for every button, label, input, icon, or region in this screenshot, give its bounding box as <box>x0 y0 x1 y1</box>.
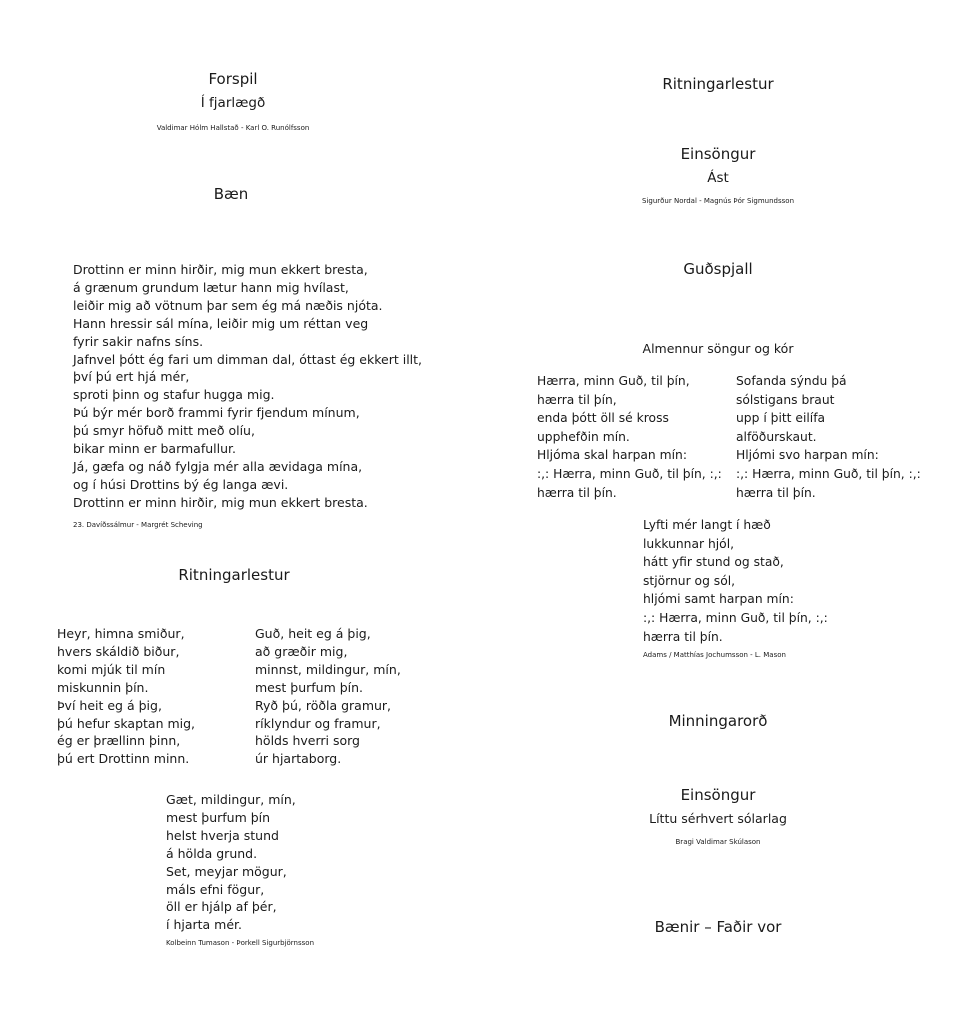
hymn-line: hölds hverri sorg <box>255 733 360 749</box>
hymn-line: Guð, heit eg á þig, <box>255 626 371 641</box>
hymn-line: komi mjúk til mín <box>57 661 166 677</box>
psalm-line: á grænum grundum lætur hann mig hvílast, <box>73 279 349 295</box>
hymn-line: ríklyndur og framur, <box>255 715 381 731</box>
psalm-line: fyrir sakir nafns síns. <box>73 333 204 349</box>
song-line: :,: Hærra, minn Guð, til þín, :,: <box>537 466 722 481</box>
memorial-heading: Minningarorð <box>668 712 768 730</box>
song-line: alföðurskaut. <box>736 429 817 444</box>
song-line: sólstigans braut <box>736 392 835 407</box>
reading-heading-right: Ritningarlestur <box>662 75 774 93</box>
forspil-heading: Forspil <box>208 70 258 88</box>
song-line: upphefðin mín. <box>537 429 630 444</box>
psalm-line: því þú ert hjá mér, <box>73 369 190 385</box>
song-line: hátt yfir stund og stað, <box>643 555 784 570</box>
song-line: Hærra, minn Guð, til þín, <box>537 374 690 388</box>
hymn-line: miskunnin þín. <box>57 679 149 695</box>
song-line: :,: Hærra, minn Guð, til þín, :,: <box>643 610 828 625</box>
psalm-line: Já, gæfa og náð fylgja mér alla ævidaga mína, <box>73 458 363 474</box>
hymn-line: þú ert Drottinn minn. <box>57 751 190 767</box>
psalm-line: og í húsi Drottins bý ég langa ævi. <box>73 476 289 492</box>
forspil-song-title: Í fjarlægð <box>200 95 266 111</box>
prayers-heading: Bænir – Faðir vor <box>654 918 782 936</box>
solo1-heading: Einsöngur <box>680 145 756 163</box>
song-line: lukkunnar hjól, <box>643 536 735 551</box>
reading-heading-left: Ritningarlestur <box>178 566 290 584</box>
song-line: hærra til þín. <box>643 629 723 644</box>
hymn-line: að græðir mig, <box>255 643 348 659</box>
song-line: hærra til þín. <box>537 485 617 500</box>
hymn-line: Heyr, himna smiður, <box>57 626 185 641</box>
psalm-line: sproti þinn og stafur hugga mig. <box>73 387 275 403</box>
hymn-line: Því heit eg á þig, <box>57 697 162 713</box>
song-line: Hljóma skal harpan mín: <box>537 448 687 463</box>
psalm-line: þú smyr höfuð mitt með olíu, <box>73 423 255 439</box>
psalm-line: Drottinn er minn hirðir, mig mun ekkert bresta. <box>73 494 368 510</box>
solo1-song-title: Ást <box>707 170 729 186</box>
hymn-line: mest þurfum þín <box>166 809 271 825</box>
hymn-credit: Kolbeinn Tumason - Þorkell Sigurbjörnsson <box>166 939 315 947</box>
song-line: enda þótt öll sé kross <box>537 411 669 426</box>
song-line: stjörnur og sól, <box>643 573 736 588</box>
hymn-line: í hjarta mér. <box>166 917 243 933</box>
hymn-column-3 <box>166 791 296 934</box>
solo2-credit: Bragi Valdimar Skúlason <box>675 838 761 846</box>
baen-heading: Bæn <box>213 185 249 203</box>
psalm-text <box>73 261 422 512</box>
solo2-heading: Einsöngur <box>680 786 756 804</box>
congregation-heading: Almennur söngur og kór <box>642 341 794 356</box>
psalm-credit: 23. Davíðssálmur - Margrét Scheving <box>73 521 203 529</box>
forspil-credit: Valdimar Hólm Hallstað - Karl O. Runólfsson <box>156 124 310 132</box>
psalm-line: Drottinn er minn hirðir, mig mun ekkert bresta, <box>73 262 368 277</box>
solo1-credit: Sigurður Nordal - Magnús Þór Sigmundsson <box>641 197 795 205</box>
hymn-line: minnst, mildingur, mín, <box>255 661 401 677</box>
hymn-line: úr hjartaborg. <box>255 751 342 767</box>
hymn-line: hvers skáldið biður, <box>57 643 180 659</box>
hymn-line: Ryð þú, röðla gramur, <box>255 697 392 713</box>
hymn-line: Set, meyjar mögur, <box>166 863 287 879</box>
psalm-line: leiðir mig að vötnum þar sem ég má næðis njóta. <box>73 297 383 313</box>
hymn-line: öll er hjálp af þér, <box>166 899 277 915</box>
song-line: hærra til þín. <box>736 485 816 500</box>
song-line: Lyfti mér langt í hæð <box>643 518 771 532</box>
psalm-line: Jafnvel þótt ég fari um dimman dal, óttast ég ekkert illt, <box>73 351 423 367</box>
song-column-2 <box>736 372 921 502</box>
hymn-line: helst hverja stund <box>166 827 279 843</box>
psalm-line: Þú býr mér borð frammi fyrir fjendum mínum, <box>73 405 360 421</box>
song-credit: Adams / Matthías Jochumsson - L. Mason <box>643 651 786 659</box>
psalm-line: bikar minn er barmafullur. <box>73 441 236 457</box>
hymn-line: á hölda grund. <box>166 845 258 861</box>
gospel-heading: Guðspjall <box>683 260 753 278</box>
hymn-line: ég er þrællinn þinn, <box>57 733 181 749</box>
solo2-song-title: Líttu sérhvert sólarlag <box>649 811 787 826</box>
song-column-3 <box>643 516 828 646</box>
hymn-line: mest þurfum þín. <box>255 679 364 695</box>
song-line: hærra til þín, <box>537 392 617 407</box>
hymn-column-2 <box>255 625 401 768</box>
song-line: :,: Hærra, minn Guð, til þín, :,: <box>736 466 921 481</box>
hymn-line: máls efni fögur, <box>166 881 265 897</box>
song-line: Hljómi svo harpan mín: <box>736 448 879 463</box>
song-column-1 <box>537 372 722 502</box>
psalm-line: Hann hressir sál mína, leiðir mig um réttan veg <box>73 315 369 331</box>
song-line: hljómi samt harpan mín: <box>643 592 794 607</box>
song-line: Sofanda sýndu þá <box>736 374 847 388</box>
hymn-column-1 <box>57 625 195 768</box>
hymn-line: Gæt, mildingur, mín, <box>166 792 296 807</box>
hymn-line: þú hefur skaptan mig, <box>57 715 196 731</box>
song-line: upp í þitt eilífa <box>736 411 826 426</box>
